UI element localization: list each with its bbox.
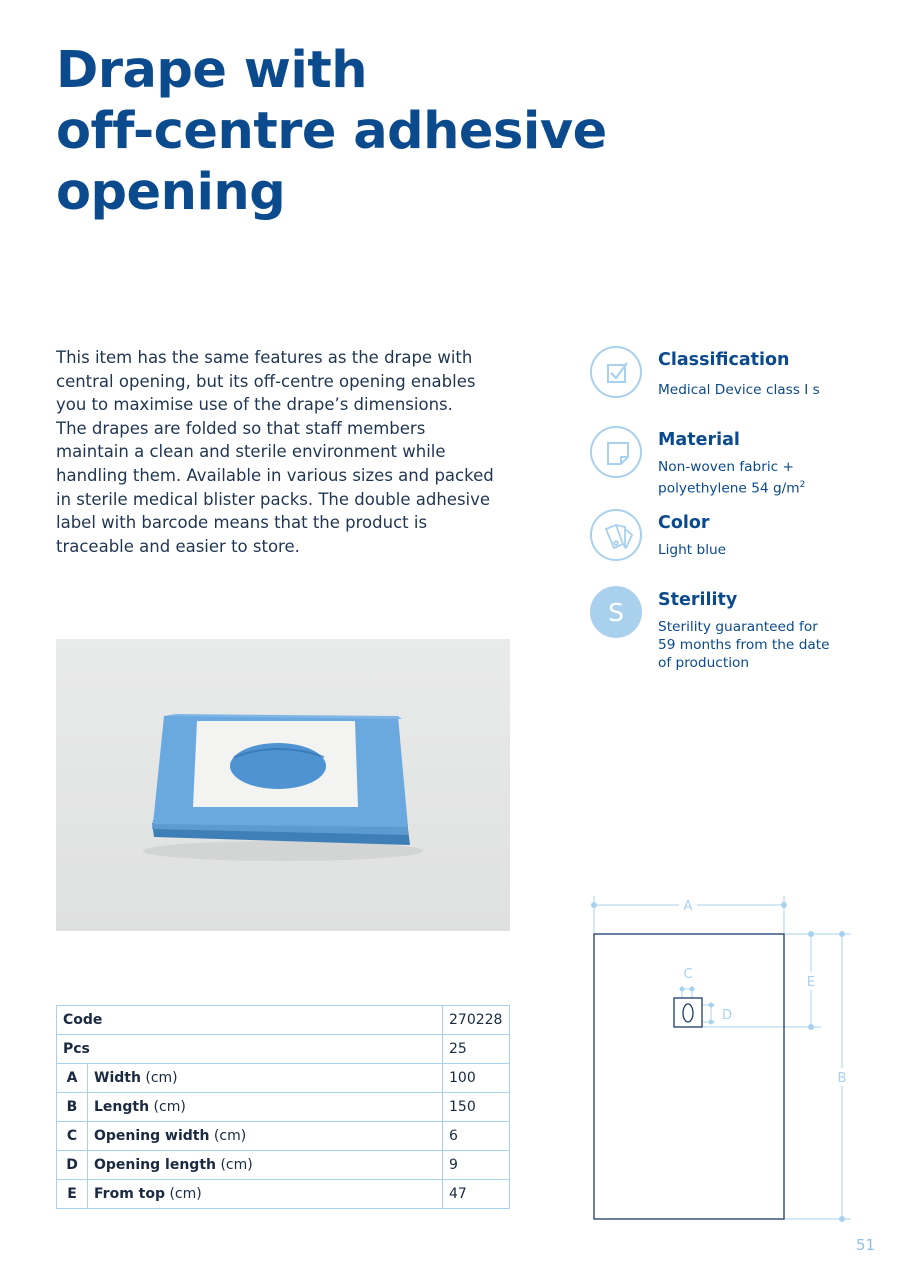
dimension-value: 150 [443,1093,510,1122]
checkbox-icon [590,346,642,398]
dimension-value: 100 [443,1064,510,1093]
spec-sterility [590,586,880,671]
spec-value: Medical Device class I s [658,382,820,398]
table-row [57,1035,510,1064]
label-c: C [683,967,693,982]
title-line-3: opening [56,163,286,222]
table-row [57,1180,510,1209]
specification-table [56,1005,510,1209]
opening-frame [674,998,702,1027]
pcs-label: Pcs [57,1035,443,1064]
table-row [57,1064,510,1093]
spec-label: Sterility [658,590,738,610]
fabric-sheet-icon [590,426,642,478]
description-line: label with barcode means that the product is [56,513,428,533]
dimension-letter: E [57,1180,88,1209]
pcs-value: 25 [443,1035,510,1064]
color-swatch-icon [590,509,642,561]
spec-material [590,426,880,496]
dimension-value: 6 [443,1122,510,1151]
dimension-label: Opening length (cm) [88,1151,443,1180]
code-label: Code [57,1006,443,1035]
page-number: 51 [856,1236,876,1254]
dimension-label: Opening width (cm) [88,1122,443,1151]
title-line-1: Drape with [56,41,368,100]
label-e: E [806,975,816,990]
spec-label: Classification [658,350,790,370]
dimension-diagram [575,885,865,1230]
description-line: handling them. Available in various sizes and packed [56,465,494,485]
sterility-badge: S [590,586,642,638]
spec-value: Sterility guaranteed for 59 months from the date of production [658,619,830,671]
product-description [56,346,526,558]
dimension-letter: D [57,1151,88,1180]
spec-value: Light blue [658,542,727,558]
table-row [57,1122,510,1151]
title-line-2: off-centre adhesive [56,102,607,161]
spec-label: Material [658,430,740,450]
description-line: you to maximise use of the drape’s dimensions. [56,395,453,415]
dimension-letter: C [57,1122,88,1151]
description-line: central opening, but its off-centre opening enables [56,371,476,391]
dimension-label: From top (cm) [88,1180,443,1209]
label-d: D [722,1008,733,1023]
product-photo [56,639,510,931]
label-a: A [683,899,693,914]
dimension-value: 47 [443,1180,510,1209]
spec-color [590,509,880,569]
dimension-letter: B [57,1093,88,1122]
label-b: B [837,1071,847,1086]
code-value: 270228 [443,1006,510,1035]
description-line: maintain a clean and sterile environment while [56,442,446,462]
spec-value: Non-woven fabric + polyethylene 54 $g/m^2$ [658,459,806,497]
description-line: This item has the same features as the drape with [56,348,473,367]
spec-classification [590,346,880,406]
description-line: in sterile medical blister packs. The double adhesive [56,489,491,509]
dimension-label: Width (cm) [88,1064,443,1093]
description-line: traceable and easier to store. [56,536,300,556]
dimension-letter: A [57,1064,88,1093]
table-row [57,1093,510,1122]
description-line: The drapes are folded so that staff members [56,418,426,438]
table-row [57,1006,510,1035]
opening-hole [683,1004,693,1022]
table-row [57,1151,510,1180]
dimension-label: Length (cm) [88,1093,443,1122]
dimension-value: 9 [443,1151,510,1180]
spec-label: Color [658,513,710,533]
folded-drape-illustration [56,639,510,931]
page-title [56,40,676,223]
